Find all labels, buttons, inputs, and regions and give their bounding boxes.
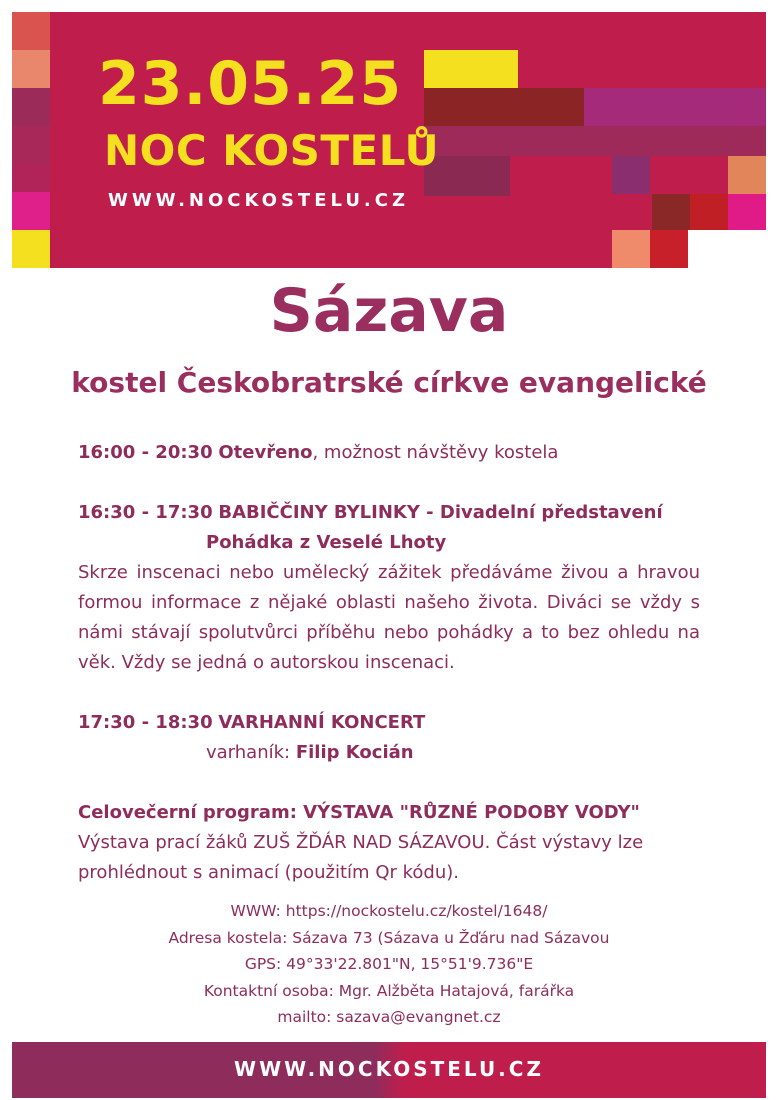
info-mail[interactable]: mailto: sazava@evangnet.cz	[277, 1008, 501, 1026]
decor-block	[12, 88, 50, 126]
program-item	[78, 498, 700, 528]
performer-name: Filip Kocián	[295, 742, 414, 763]
banner-website: WWW.NOCKOSTELU.CZ	[108, 190, 410, 211]
decor-block	[688, 230, 766, 268]
event-date: 23.05.25	[98, 49, 403, 119]
info-contact: Kontaktní osoba: Mgr. Alžběta Hatajová, farářka	[203, 981, 575, 1000]
decor-block	[12, 12, 50, 50]
info-address: Adresa kostela: Sázava 73 (Sázava u Žďáru nad Sázavou	[168, 928, 610, 947]
program-content	[78, 438, 700, 888]
decor-block	[650, 230, 688, 268]
decor-block	[728, 194, 766, 230]
decor-block	[612, 156, 650, 194]
decor-block	[424, 88, 584, 126]
decor-block	[12, 192, 50, 230]
decor-block	[12, 126, 50, 164]
program-item	[78, 708, 700, 738]
info-www[interactable]: WWW: https://nockostelu.cz/kostel/1648/	[230, 902, 548, 920]
header-banner	[12, 12, 766, 268]
performer-role: varhaník:	[206, 742, 296, 763]
decor-block	[424, 50, 518, 88]
decor-block	[12, 50, 50, 88]
decor-block	[424, 126, 766, 156]
event-name: NOC KOSTELŮ	[104, 126, 440, 175]
program-subtitle: Pohádka z Veselé Lhoty	[206, 532, 447, 553]
contact-info	[0, 898, 778, 1031]
exhibition-heading: Celovečerní program: VÝSTAVA "RŮZNÉ PODOBY VODY"	[78, 802, 640, 823]
info-gps: GPS: 49°33'22.801"N, 15°51'9.736"E	[244, 955, 534, 973]
program-time: 17:30 - 18:30	[78, 712, 213, 733]
decor-block	[690, 194, 728, 230]
decor-block	[12, 230, 50, 268]
church-name: kostel Českobratrské církve evangelické	[71, 366, 707, 399]
program-note: , možnost návštěvy kostela	[312, 442, 559, 463]
footer-website[interactable]: WWW.NOCKOSTELU.CZ	[234, 1057, 544, 1081]
decor-block	[584, 88, 766, 126]
program-item	[78, 438, 700, 468]
program-title: VARHANNÍ KONCERT	[218, 712, 426, 733]
exhibition-text: Výstava prací žáků ZUŠ ŽĎÁR NAD SÁZAVOU. Část výstavy lze prohlédnout s animací (použitím Qr kódu).	[78, 832, 644, 883]
program-title: Otevřeno	[218, 442, 313, 463]
decor-block	[612, 230, 650, 268]
performer-line	[78, 738, 700, 768]
program-title: BABIČČINY BYLINKY - Divadelní představení	[218, 502, 663, 523]
decor-block	[728, 156, 766, 194]
program-time: 16:30 - 17:30	[78, 502, 213, 523]
footer-bar	[12, 1042, 766, 1098]
program-time: 16:00 - 20:30	[78, 442, 213, 463]
place-title: Sázava	[269, 276, 509, 346]
decor-block	[652, 194, 690, 230]
program-description: Skrze inscenaci nebo umělecký zážitek předáváme živou a hravou formou informace z nějaké oblasti našeho života. Diváci se vždy s námi stávají spolutvůrci příběhu nebo pohádky a to bez ohledu na věk. Vždy se jedná o autorskou inscenaci.	[78, 562, 700, 673]
